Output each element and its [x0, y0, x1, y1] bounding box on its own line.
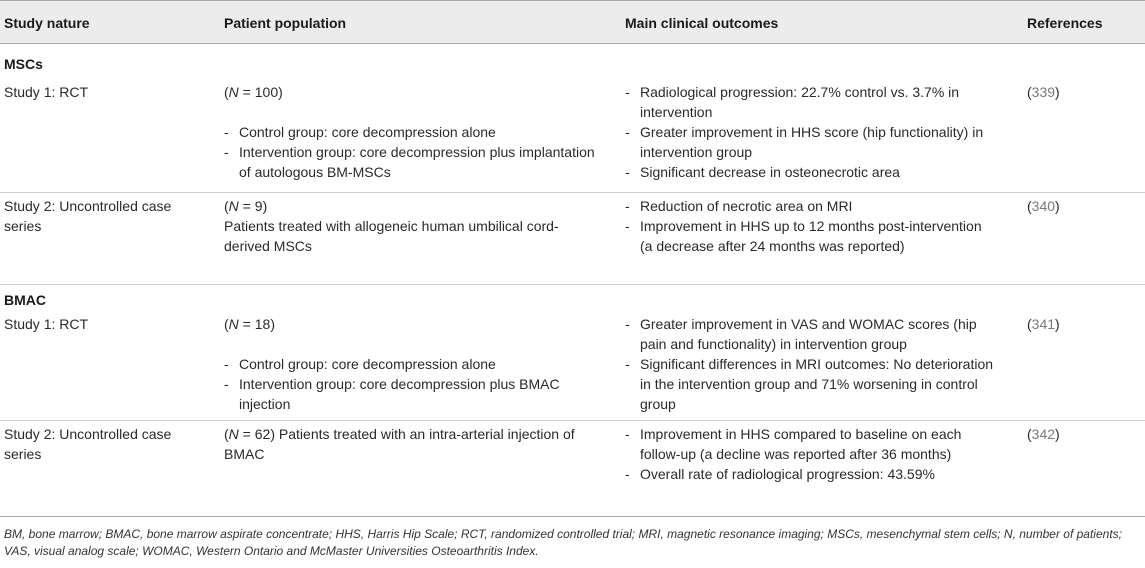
reference: (341): [1027, 316, 1060, 332]
list-item: - Control group: core decompression alone: [224, 122, 604, 142]
list-item: - Improvement in HHS up to 12 months post-intervention (a decrease after 24 months was reported): [625, 216, 995, 256]
row-divider: [0, 192, 1145, 193]
population-n: 100: [254, 84, 279, 100]
population-count: (N = 62) Patients treated with an intra-arterial injection of BMAC: [224, 426, 575, 462]
outcomes-list: [625, 314, 995, 414]
main-outcomes: [625, 424, 995, 484]
population-count: (N = 100): [224, 84, 283, 100]
patient-population: [224, 196, 604, 256]
reference: (340): [1027, 198, 1060, 214]
study-nature: Study 1: RCT: [4, 84, 89, 100]
population-n: 18: [254, 316, 271, 332]
main-outcomes: [625, 314, 995, 414]
population-description: Patients treated with an intra-arterial injection of BMAC: [224, 426, 575, 462]
list-item: - Significant decrease in osteonecrotic area: [625, 162, 995, 182]
reference-link[interactable]: 340: [1031, 198, 1056, 214]
population-list: [224, 122, 604, 182]
list-item: - Greater improvement in VAS and WOMAC scores (hip pain and functionality) in intervention group: [625, 314, 995, 354]
population-n: 62: [254, 426, 271, 442]
list-item: - Radiological progression: 22.7% control vs. 3.7% in intervention: [625, 82, 995, 122]
list-item: - Intervention group: core decompression plus BMAC injection: [224, 374, 604, 414]
reference: (342): [1027, 426, 1060, 442]
list-item: - Greater improvement in HHS score (hip functionality) in intervention group: [625, 122, 995, 162]
population-n: 9: [254, 198, 263, 214]
main-outcomes: [625, 82, 995, 182]
study-nature: Study 2: Uncontrolled case series: [4, 198, 172, 234]
patient-population: [224, 82, 604, 182]
header-references: References: [1027, 15, 1103, 31]
population-description: Patients treated with allogeneic human umbilical cord-derived MSCs: [224, 218, 559, 254]
row-divider: [0, 420, 1145, 421]
patient-population: [224, 424, 604, 464]
patient-population: [224, 314, 604, 414]
study-nature: Study 1: RCT: [4, 316, 89, 332]
list-item: - Control group: core decompression alone: [224, 354, 604, 374]
study-nature: Study 2: Uncontrolled case series: [4, 426, 172, 462]
reference: (339): [1027, 84, 1060, 100]
row-divider: [0, 284, 1145, 285]
population-count: (N = 9): [224, 198, 268, 214]
header-study-nature: Study nature: [4, 15, 90, 31]
section-label-mscs: MSCs: [4, 56, 43, 72]
reference-link[interactable]: 339: [1031, 84, 1056, 100]
section-label-bmac: BMAC: [4, 292, 46, 308]
table-bottom-border: [0, 516, 1145, 517]
outcomes-list: [625, 82, 995, 182]
reference-link[interactable]: 341: [1031, 316, 1056, 332]
reference-link[interactable]: 342: [1031, 426, 1056, 442]
outcomes-list: [625, 424, 995, 484]
list-item: - Overall rate of radiological progression: 43.59%: [625, 464, 995, 484]
table-footnote: BM, bone marrow; BMAC, bone marrow aspirate concentrate; HHS, Harris Hip Scale; RCT, randomized controlled trial; MRI, magnetic resonance imaging; MSCs, mesenchymal stem cells; N, number of patients; VAS, visual analog scale; WOMAC, Western Ontario and McMaster Universities Osteoarthritis Index.: [4, 527, 1122, 558]
list-item: - Intervention group: core decompression plus implantation of autologous BM-MSCs: [224, 142, 604, 182]
population-count: (N = 18): [224, 316, 276, 332]
header-main-outcomes: Main clinical outcomes: [625, 15, 779, 31]
table-header: [0, 0, 1145, 44]
header-patient-population: Patient population: [224, 15, 347, 31]
outcomes-list: [625, 196, 995, 256]
population-list: [224, 354, 604, 414]
list-item: - Improvement in HHS compared to baseline on each follow-up (a decline was reported after 36 months): [625, 424, 995, 464]
list-item: - Reduction of necrotic area on MRI: [625, 196, 995, 216]
main-outcomes: [625, 196, 995, 256]
list-item: - Significant differences in MRI outcomes: No deterioration in the intervention group and 71% worsening in control group: [625, 354, 995, 414]
